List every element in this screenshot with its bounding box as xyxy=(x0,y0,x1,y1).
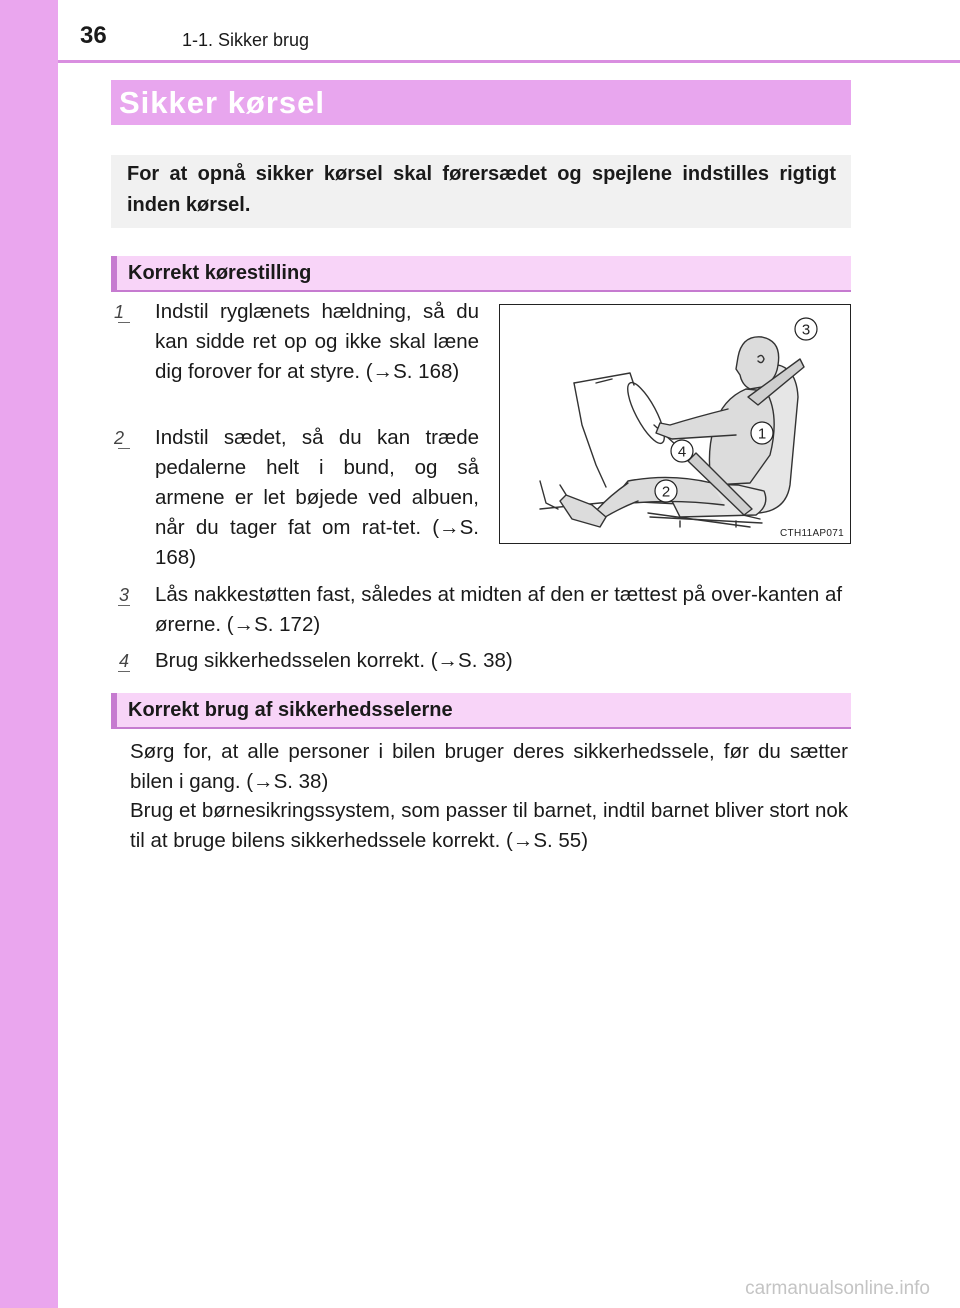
page-header xyxy=(58,0,960,62)
item-number: 4 xyxy=(114,650,134,672)
list-item xyxy=(114,297,479,387)
item-text: Lås nakkestøtten fast, således at midten af den er tættest på over-kanten af ørerne. (→S. 172) xyxy=(155,583,843,636)
callout-4: 4 xyxy=(677,443,687,461)
figure-code: CTH11AP071 xyxy=(780,528,844,539)
side-strip xyxy=(0,0,58,1308)
item-number: 1 xyxy=(114,301,134,323)
list-item xyxy=(114,423,479,573)
callout-1: 1 xyxy=(757,425,767,443)
item-number: 3 xyxy=(114,584,134,606)
callout-2: 2 xyxy=(661,483,671,501)
section-heading-text: Korrekt kørestilling xyxy=(128,262,312,284)
driving-position-figure xyxy=(499,304,851,544)
section-heading-seatbelts xyxy=(111,693,851,729)
section-heading-text: Korrekt brug af sikkerhedsselerne xyxy=(128,699,453,721)
item-text: Indstil sædet, så du kan træde pedalerne helt i bund, og så armene er let bøjede ved albuen, når du tager fat om rat-tet. (→S. 168) xyxy=(155,426,479,569)
paragraph: Brug et børnesikringssystem, som passer til barnet, indtil barnet bliver stort nok til at bruge bilens sikkerhedssele korrekt. (→S. 55) xyxy=(130,799,848,852)
paragraph: Sørg for, at alle personer i bilen bruger deres sikkerhedssele, før du sætter bilen i gang. (→S. 38) xyxy=(130,740,848,793)
page-title: Sikker kørsel xyxy=(119,85,326,120)
header-rule xyxy=(58,60,960,63)
watermark: carmanualsonline.info xyxy=(745,1278,930,1299)
list-item xyxy=(118,646,845,676)
list-item xyxy=(118,580,845,640)
item-text: Brug sikkerhedsselen korrekt. (→S. 38) xyxy=(155,649,513,672)
breadcrumb: 1-1. Sikker brug xyxy=(182,30,310,50)
intro-box xyxy=(111,155,851,228)
intro-text: For at opnå sikker kørsel skal førersædet og spejlene indstilles rigtigt inden kørsel. xyxy=(127,163,836,216)
title-bar xyxy=(111,80,851,125)
page-number: 36 xyxy=(80,22,107,49)
callout-3: 3 xyxy=(801,321,811,339)
item-text: Indstil ryglænets hældning, så du kan sidde ret op og ikke skal læne dig forover for at styre. (→S. 168) xyxy=(155,300,479,383)
item-number: 2 xyxy=(114,427,134,449)
driver-illustration xyxy=(500,305,851,544)
section-heading-driving-position xyxy=(111,256,851,292)
